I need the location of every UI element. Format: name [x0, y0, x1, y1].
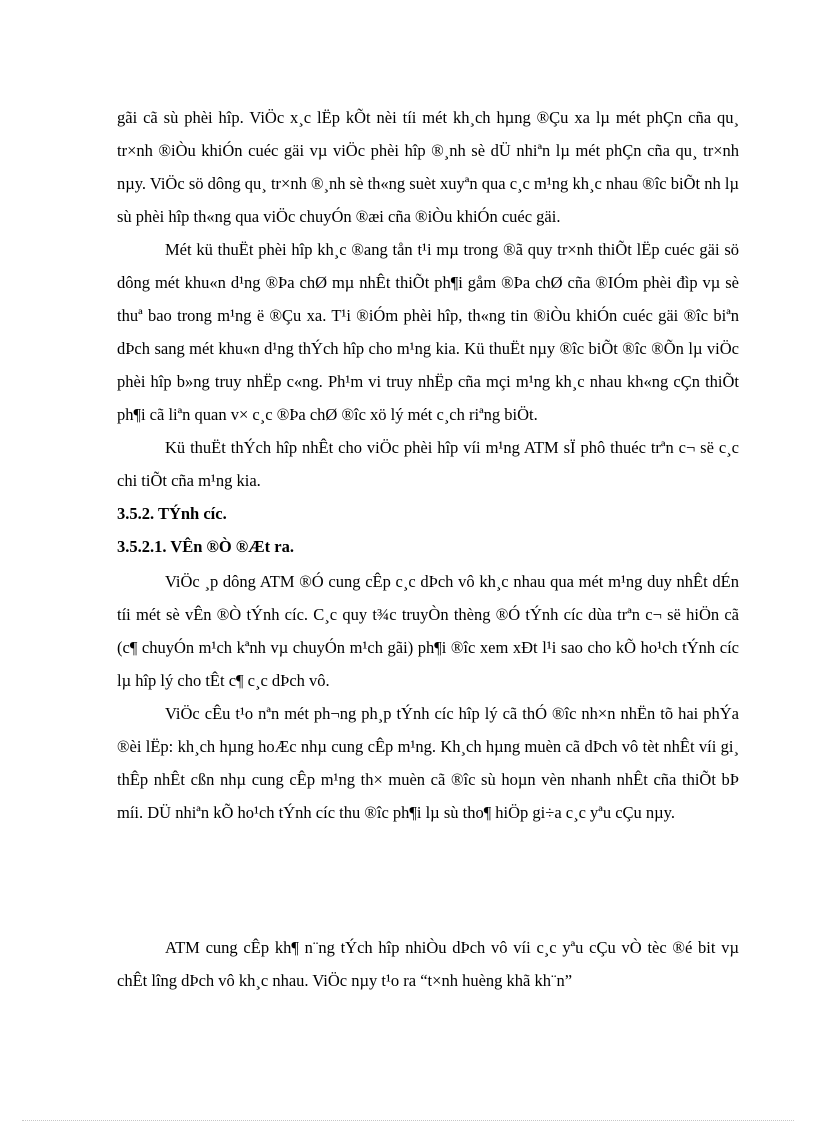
section-heading-charging: 3.5.2. TÝnh cíc.	[117, 504, 227, 523]
page-bottom-border	[22, 1120, 794, 1121]
subsection-heading-problem: 3.5.2.1. VÊn ®Ò ®Æt ra.	[117, 537, 294, 556]
body-text-section-2	[117, 565, 739, 829]
paragraph-atm-integration: ATM cung cÊp kh¶ n¨ng tÝch hîp nhiÒu dÞch vô víi c¸c yªu cÇu vÒ tèc ®é bit vµ chÊt lîng dÞch vô kh¸c nhau. ViÖc nµy t¹o ra “t×nh huèng khã kh¨n”	[117, 938, 739, 990]
paragraph-public-access-interworking: Mét kü thuËt phèi hîp kh¸c ®ang tån t¹i mµ trong ®ã quy tr×nh thiÕt lËp cuéc gäi sö dông mét khu«n d¹ng ®Þa chØ mµ nhÊt thiÕt ph¶i gåm ®Þa chØ cña ®IÓm phèi đìp vµ sè thuª bao trong m¹ng ë ®Çu xa. T¹i ®iÓm phèi hîp, th«ng tin ®iÒu khiÓn cuéc gäi ®îc biªn dÞch sang mét khu«n d¹ng thÝch hîp cho m¹ng kia. Kü thuËt nµy ®îc biÕt ®îc ®Õn lµ viÖc phèi hîp b»ng truy nhËp c«ng. Ph¹m vi truy nhËp cña mçi m¹ng kh¸c nhau kh«ng cÇn thiÕt ph¶i cã liªn quan v× c¸c ®Þa chØ ®îc xö lý mét c¸ch riªng biÖt.	[117, 240, 739, 424]
paragraph-charging-rules: ViÖc ¸p dông ATM ®Ó cung cÊp c¸c dÞch vô kh¸c nhau qua mét m¹ng duy nhÊt dÉn tíi mét sè vÊn ®Ò tÝnh cíc. C¸c quy t¾c truyÒn thèng ®Ó tÝnh cíc dùa trªn c¬ së hiÖn cã (c¶ chuyÓn m¹ch kªnh vµ chuyÓn m¹ch gãi) ph¶i ®îc xem xÐt l¹i sao cho kÕ ho¹ch tÝnh cíc lµ hîp lý cho tÊt c¶ c¸c dÞch vô.	[117, 572, 739, 690]
paragraph-call-control-interworking: gãi cã sù phèi hîp. ViÖc x¸c lËp kÕt nèi tíi mét kh¸ch hµng ®Çu xa lµ mét phÇn cña qu¸ tr×nh ®iÒu khiÓn cuéc gäi vµ viÖc phèi hîp ®¸nh sè dÜ nhiªn lµ mét phÇn cña qu¸ tr×nh nµy. ViÖc sö dông qu¸ tr×nh ®¸nh sè th«ng suèt xuyªn qua c¸c m¹ng kh¸c nhau ®îc biÕt nh lµ sù phèi hîp th«ng qua viÖc chuyÓn ®æi cña ®iÒu khiÓn cuéc gäi.	[117, 108, 739, 226]
paragraph-charging-method: ViÖc cÊu t¹o nªn mét ph¬ng ph¸p tÝnh cíc hîp lý cã thÓ ®îc nh×n nhËn tõ hai phÝa ®èi lËp: kh¸ch hµng hoÆc nhµ cung cÊp m¹ng. Kh¸ch hµng muèn cã dÞch vô tèt nhÊt víi gi¸ thÊp nhÊt cßn nhµ cung cÊp m¹ng th× muèn cã ®îc sù hoµn vèn nhanh nhÊt cña thiÕt bÞ míi. DÜ nhiªn kÕ ho¹ch tÝnh cíc thu ®îc ph¶i lµ sù tho¶ hiÖp gi÷a c¸c yªu cÇu nµy.	[117, 704, 739, 822]
paragraph-best-technique: Kü thuËt thÝch hîp nhÊt cho viÖc phèi hîp víi m¹ng ATM sÏ phô thuéc trªn c¬ së c¸c chi tiÕt cña m¹ng kia.	[117, 438, 739, 490]
body-text-section-1	[117, 101, 739, 563]
body-text-section-3	[117, 931, 739, 997]
